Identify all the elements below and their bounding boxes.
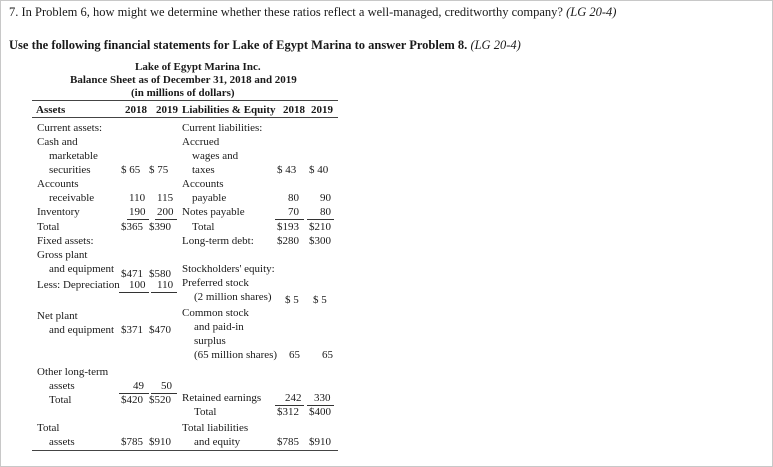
current-liabilities-label: Current liabilities:: [182, 122, 263, 134]
instruction: [9, 38, 521, 53]
accrued-2019: $ 40: [309, 164, 329, 176]
header-2018-right: 2018: [283, 104, 305, 116]
gross-plant-label-2: and equipment: [49, 263, 115, 275]
total-equity-label: Total: [194, 406, 217, 418]
preferred-stock-2018: $ 5: [285, 294, 299, 306]
cash-label-3: securities: [49, 164, 91, 176]
total-current-liabilities-2019: $210: [309, 221, 331, 233]
question-7-text: 7. In Problem 6, how might we determine whether these ratios reflect a well-managed, creditworthy company?: [9, 5, 563, 19]
balance-sheet-units: (in millions of dollars): [131, 87, 235, 99]
depreciation-2019: 110: [157, 279, 174, 291]
other-lt-assets-label-2: assets: [49, 380, 75, 392]
accrued-label-2: wages and: [192, 150, 239, 162]
total-liabilities-equity-2018: $785: [277, 436, 299, 448]
cash-label-1: Cash and: [37, 136, 78, 148]
total-current-liabilities-label: Total: [192, 221, 215, 233]
total-fixed-assets-2018: $420: [121, 394, 143, 406]
instruction-tag: (LG 20-4): [470, 38, 521, 52]
preferred-stock-label-1: Preferred stock: [182, 277, 249, 289]
net-plant-2018: $371: [121, 324, 143, 336]
accrued-2018: $ 43: [277, 164, 297, 176]
total-assets-label-1: Total: [37, 422, 60, 434]
header-2019-right: 2019: [311, 104, 333, 116]
cash-label-2: marketable: [49, 150, 98, 162]
header-liabilities-equity: Liabilities & Equity: [182, 104, 276, 116]
total-fixed-assets-label: Total: [49, 394, 72, 406]
common-stock-2019: 65: [322, 349, 333, 361]
notes-payable-label: Notes payable: [182, 206, 245, 218]
total-fixed-assets-2019: $520: [149, 394, 171, 406]
question-7-tag: (LG 20-4): [566, 5, 617, 19]
gross-plant-label-1: Gross plant: [37, 249, 88, 261]
ar-label-2: receivable: [49, 192, 95, 204]
total-liabilities-equity-2019: $910: [309, 436, 331, 448]
header-top-rule: [32, 100, 338, 101]
total-assets-label-2: assets: [49, 436, 75, 448]
common-stock-label-4: (65 million shares): [194, 349, 278, 361]
net-plant-label-1: Net plant: [37, 310, 78, 322]
balance-sheet-title: Lake of Egypt Marina Inc.: [135, 61, 261, 73]
total-assets-2019: $910: [149, 436, 171, 448]
cash-2018: $ 65: [121, 164, 141, 176]
total-assets-2018: $785: [121, 436, 143, 448]
common-stock-label-1: Common stock: [182, 307, 249, 319]
long-term-debt-2018: $280: [277, 235, 299, 247]
ap-2019: 90: [320, 192, 331, 204]
notes-payable-2019-underline: [307, 219, 334, 220]
long-term-debt-label: Long-term debt:: [182, 235, 254, 247]
total-current-liabilities-2018: $193: [277, 221, 299, 233]
question-7: [9, 5, 616, 20]
notes-payable-2018: 70: [288, 206, 299, 218]
header-2018-left: 2018: [125, 104, 147, 116]
accrued-label-1: Accrued: [182, 136, 220, 148]
other-lt-assets-2018: 49: [133, 380, 144, 392]
retained-earnings-2018: 242: [285, 392, 302, 404]
retained-earnings-2019: 330: [314, 392, 331, 404]
common-stock-label-3: surplus: [194, 335, 226, 347]
gross-plant-2018: $471: [121, 268, 143, 280]
total-liabilities-equity-label-1: Total liabilities: [182, 422, 249, 434]
total-current-assets-2018: $365: [121, 221, 143, 233]
accrued-label-3: taxes: [192, 164, 215, 176]
header-bottom-rule: [32, 117, 338, 118]
inventory-2019-underline: [155, 219, 177, 220]
common-stock-label-2: and paid-in: [194, 321, 244, 333]
inventory-2019: 200: [157, 206, 174, 218]
long-term-debt-2019: $300: [309, 235, 331, 247]
ar-2018: 110: [129, 192, 146, 204]
ap-label-1: Accounts: [182, 178, 224, 190]
notes-payable-2018-underline: [275, 219, 304, 220]
stockholders-equity-label: Stockholders' equity:: [182, 263, 275, 275]
other-lt-assets-2019: 50: [161, 380, 172, 392]
preferred-stock-2019: $ 5: [313, 294, 327, 306]
fixed-assets-label: Fixed assets:: [37, 235, 94, 247]
depreciation-2018: 100: [129, 279, 146, 291]
retained-earnings-label: Retained earnings: [182, 392, 262, 404]
ap-label-2: payable: [192, 192, 227, 204]
depreciation-2018-underline: [119, 292, 149, 293]
header-assets: Assets: [36, 104, 66, 116]
total-current-assets-2019: $390: [149, 221, 171, 233]
ar-2019: 115: [157, 192, 174, 204]
notes-payable-2019: 80: [320, 206, 331, 218]
total-current-assets-label: Total: [37, 221, 60, 233]
header-2019-left: 2019: [156, 104, 178, 116]
table-bottom-rule: [32, 450, 338, 451]
net-plant-2019: $470: [149, 324, 171, 336]
total-equity-2018: $312: [277, 406, 299, 418]
cash-2019: $ 75: [149, 164, 169, 176]
instruction-text: Use the following financial statements for Lake of Egypt Marina to answer Problem 8.: [9, 38, 468, 52]
depreciation-2019-underline: [151, 292, 177, 293]
inventory-label: Inventory: [37, 206, 80, 218]
current-assets-label: Current assets:: [37, 122, 103, 134]
total-liabilities-equity-label-2: and equity: [194, 436, 241, 448]
total-equity-2019: $400: [309, 406, 331, 418]
preferred-stock-label-2: (2 million shares): [194, 291, 272, 303]
common-stock-2018: 65: [289, 349, 300, 361]
other-lt-assets-label-1: Other long-term: [37, 366, 109, 378]
gross-plant-2019: $580: [149, 268, 171, 280]
ap-2018: 80: [288, 192, 299, 204]
depreciation-label: Less: Depreciation: [37, 279, 120, 291]
inventory-2018-underline: [127, 219, 149, 220]
balance-sheet-subtitle: Balance Sheet as of December 31, 2018 and 2019: [70, 74, 297, 86]
inventory-2018: 190: [129, 206, 146, 218]
net-plant-label-2: and equipment: [49, 324, 115, 336]
ar-label-1: Accounts: [37, 178, 79, 190]
